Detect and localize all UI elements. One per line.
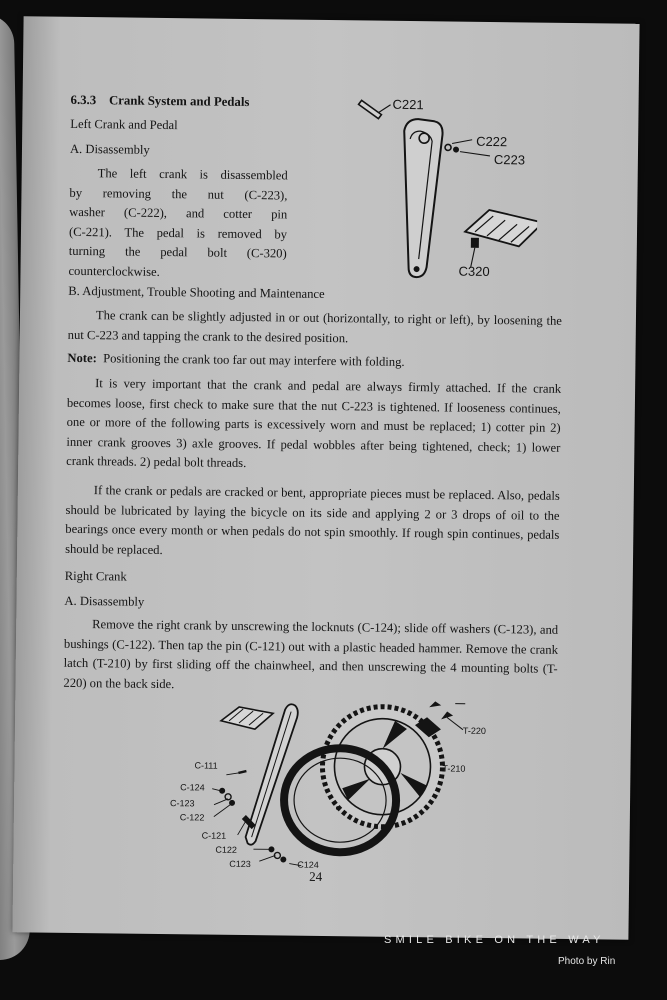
section-title: Crank System and Pedals: [108, 93, 250, 110]
note-label: Note:: [67, 350, 97, 366]
label-c223: C223: [493, 152, 526, 168]
label-c124-left: C-124: [180, 782, 205, 793]
text-line: washer (C-222), and cotter pin: [69, 205, 288, 222]
page-number: 24: [309, 868, 323, 884]
text-line: turning the pedal bolt (C-320): [68, 244, 287, 261]
label-c122-left: C-122: [179, 812, 205, 823]
label-t220: T-220: [462, 725, 486, 736]
text-line: counterclockwise.: [68, 263, 160, 279]
left-disassembly-heading: A. Disassembly: [69, 141, 150, 157]
section-heading: [70, 91, 249, 113]
text-line: The left crank is disassembled: [97, 166, 288, 183]
label-c123-bottom: C123: [229, 858, 251, 870]
right-crank-heading: Right Crank: [64, 568, 127, 584]
pedal-drawing: [465, 210, 539, 269]
replacement-paragraph: If the crank or pedals are cracked or bent, appropriate pieces must be replaced. Also, pedals should be lubricated by laying the bicycle on its side and applying 2 or 3 drops of oil to the bearings once every month or when pedals do not spin smoothly. If rough spin continues, pedals should be replaced.: [65, 483, 560, 557]
left-crank-figure: [346, 90, 538, 292]
adjustment-text: The crank can be slightly adjusted in or out (horizontally, to right or left), by loosening the nut C-223 and tapping the crank to the desired position.: [67, 308, 563, 345]
label-c123-left: C-123: [169, 798, 195, 809]
left-disassembly-text: [68, 164, 287, 284]
cotter-pin-drawing: [358, 100, 390, 118]
label-t210: T-210: [442, 763, 466, 774]
note: [67, 349, 561, 375]
label-c121: C-121: [201, 830, 227, 841]
right-disassembly-heading: A. Disassembly: [64, 593, 145, 609]
label-c320: C320: [458, 263, 490, 279]
manual-page: [12, 16, 639, 939]
text-line: (C-221). The pedal is removed by: [68, 224, 288, 242]
label-c111: C-111: [194, 760, 218, 771]
crank-arm-drawing: [402, 119, 442, 277]
section-number: 6.3.3: [70, 92, 97, 108]
right-disassembly-paragraph: Remove the right crank by unscrewing the locknuts (C-124); slide off washers (C-123), and bushings (C-122). Then tap the pin (C-121) out with a plastic headed hammer. Remove the crank latch (T-210) by first sliding off the chainwheel, and then unscrewing the 4 mounting bolts (T-220) on the back side.: [63, 617, 559, 691]
right-pedal-drawing: [221, 707, 273, 730]
credit-photo: Photo by Rin: [558, 956, 616, 967]
label-c221: C221: [392, 96, 424, 113]
note-text: Positioning the crank too far out may interfere with folding.: [103, 351, 405, 369]
credit-title: SMILE BIKE ON THE WAY: [384, 934, 605, 946]
right-crank-figure: [141, 686, 513, 871]
maintenance-paragraph: It is very important that the crank and pedal are always firmly attached. If the crank becomes loose, first check to make sure that the nut C-223 is tightened. If looseness continues, one or more of the following parts is excessively worn and must be replaced; 1) cotter pin 2) inner crank grooves 3) axle grooves. If pedal wobbles after being tightened, check; 1) lower crank threads. 2) pedal bolt threads.: [66, 376, 562, 471]
left-crank-heading: Left Crank and Pedal: [70, 116, 178, 133]
text-line: by removing the nut (C-223),: [69, 185, 288, 203]
label-c222: C222: [476, 133, 508, 150]
label-c122-bottom: C122: [215, 844, 238, 855]
label-c124-bottom: C124: [297, 859, 319, 870]
adjustment-heading: B. Adjustment, Trouble Shooting and Maintenance: [68, 283, 325, 301]
